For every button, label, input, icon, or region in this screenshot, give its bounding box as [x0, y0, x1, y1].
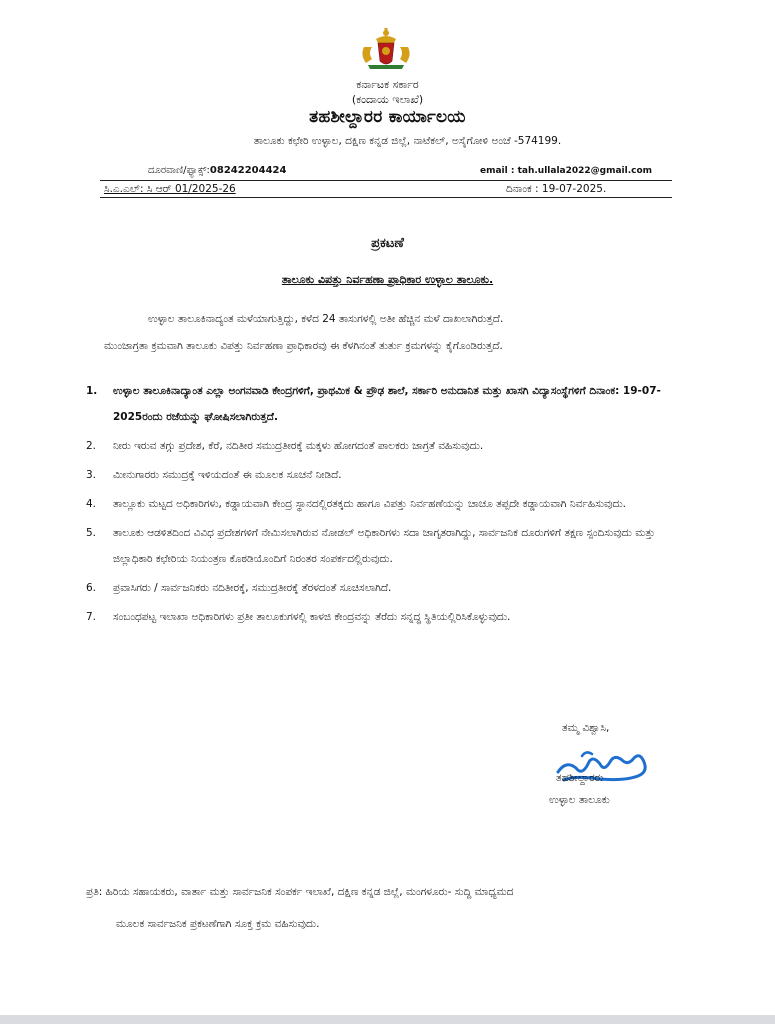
intro-line-1: ಉಳ್ಳಾಲ ತಾಲೂಕಿನಾದ್ಯಂತ ಮಳೆಯಾಗುತ್ತಿದ್ದು, ಕಳೆದ 24 ತಾಸುಗಳಲ್ಲಿ ಅತೀ ಹೆಚ್ಚಿನ ಮಳೆ ದಾಖಲಾಗಿರುತ್ತದೆ.	[148, 313, 504, 325]
list-item	[86, 491, 696, 517]
notice-subheading: ತಾಲೂಕು ವಿಪತ್ತು ನಿರ್ವಹಣಾ ಪ್ರಾಧಿಕಾರ ಉಳ್ಳಾಲ ತಾಲೂಕು.	[281, 273, 494, 286]
phone-label: ದೂರವಾಣಿ/ಫ್ಯಾಕ್ಸ್:	[148, 165, 210, 176]
copy-to-line-2: ಮೂಲಕ ಸಾರ್ವಜನಿಕ ಪ್ರಕಟಣೆಗಾಗಿ ಸೂಕ್ತ ಕ್ರಮ ವಹಿಸುವುದು.	[116, 918, 320, 930]
list-item-text: ನೀರು ಇರುವ ತಗ್ಗು ಪ್ರದೇಶ, ಕೆರೆ, ನದಿತೀರ ಸಮುದ್ರತೀರಕ್ಕೆ ಮಕ್ಕಳು ಹೋಗದಂತೆ ಪಾಲಕರು ಜಾಗ್ರತೆ ವಹಿಸುವುದು.	[113, 440, 484, 452]
copy-to-section	[86, 876, 696, 940]
intro-line-2: ಮುಂಜಾಗ್ರತಾ ಕ್ರಮವಾಗಿ ತಾಲೂಕು ವಿಪತ್ತು ನಿರ್ವಹಣಾ ಪ್ರಾಧಿಕಾರವು ಈ ಕೆಳಗಿನಂತೆ ತುರ್ತು ಕ್ರಮಗಳನ್ನು ಕೈಗೊಂಡಿರುತ್ತದೆ.	[104, 340, 503, 352]
notice-heading: ಪ್ರಕಟಣೆ	[371, 236, 404, 251]
office-title: ತಹಶೀಲ್ದಾರರ ಕಾರ್ಯಾಲಯ	[309, 107, 466, 127]
list-item-number: 6.	[86, 582, 97, 594]
email-address: email : tah.ullala2022@gmail.com	[480, 166, 653, 176]
list-item-number: 3.	[86, 469, 97, 481]
list-item-text: ಪ್ರವಾಸಿಗರು / ಸಾರ್ವಜನಿಕರು ನದಿತೀರಕ್ಕೆ, ಸಮುದ್ರತೀರಕ್ಕೆ ತೆರಳದಂತೆ ಸೂಚಿಸಲಾಗಿದೆ.	[113, 582, 392, 594]
list-item	[86, 520, 696, 572]
department-name: (ಕಂದಾಯ ಇಲಾಖೆ)	[351, 93, 424, 106]
list-item-number: 2.	[86, 440, 97, 452]
intro-paragraph	[104, 306, 692, 360]
closing-salutation: ತಮ್ಮ ವಿಶ್ವಾಸಿ,	[562, 722, 610, 734]
copy-to-line-1: ಪ್ರತಿ: ಹಿರಿಯ ಸಹಾಯಕರು, ವಾರ್ತಾ ಮತ್ತು ಸಾರ್ವಜನಿಕ ಸಂಪರ್ಕ ಇಲಾಖೆ, ದಕ್ಷಿಣ ಕನ್ನಡ ಜಿಲ್ಲೆ, ಮಂಗಳೂರು- ಸುದ್ದಿ ಮಾಧ್ಯಮದ	[86, 886, 514, 898]
list-item	[86, 433, 696, 459]
header-divider-top	[100, 180, 672, 181]
list-item-number: 5.	[86, 527, 97, 539]
signatory-place: ಉಳ್ಳಾಲ ತಾಲೂಕು	[549, 794, 610, 806]
list-item-number: 7.	[86, 611, 97, 623]
list-item-text: ತಾಲ್ಲೂಕು ಮಟ್ಟದ ಅಧಿಕಾರಿಗಳು, ಕಡ್ಡಾಯವಾಗಿ ಕೇಂದ್ರ ಸ್ಥಾನದಲ್ಲಿರತಕ್ಕದು ಹಾಗೂ ವಿಪತ್ತು ನಿರ್ವಹಣೆಯನ್ನು ಚಾಚೂ ತಪ್ಪದೇ ಕಡ್ಡಾಯವಾಗಿ ನಿರ್ವಹಿಸುವುದು.	[113, 498, 627, 510]
viewer-bottom-strip	[0, 1015, 775, 1024]
government-name: ಕರ್ನಾಟಕ ಸರ್ಕಾರ	[356, 78, 419, 91]
list-item-number: 4.	[86, 498, 97, 510]
karnataka-emblem-icon	[358, 27, 414, 71]
reference-number: ಸಿ.ಎ.ಎಲ್: ಸಿ ಆರ್ 01/2025-26	[104, 183, 236, 195]
phone-number: 08242204424	[209, 165, 287, 176]
phone-fax	[148, 165, 286, 176]
signatory-title: ತಹಶೀಲ್ದಾರರು	[556, 772, 604, 784]
list-item	[86, 604, 696, 630]
list-item-text: ಸಂಬಂಧಪಟ್ಟ ಇಲಾಖಾ ಅಧಿಕಾರಿಗಳು ಪ್ರತೀ ತಾಲೂಕುಗಳಲ್ಲಿ ಕಾಳಜಿ ಕೇಂದ್ರವನ್ನು ತೆರೆದು ಸನ್ನದ್ಧ ಸ್ಥಿತಿಯಲ್ಲಿರಿಸಿಕೊಳ್ಳುವುದು.	[113, 611, 511, 623]
notice-date: ದಿನಾಂಕ : 19-07-2025.	[506, 183, 607, 195]
office-address: ತಾಲೂಕು ಕಛೇರಿ ಉಳ್ಳಾಲ, ದಕ್ಷಿಣ ಕನ್ನಡ ಜಿಲ್ಲೆ, ನಾಟೆಕಲ್, ಅಸೈಗೋಳಿ ಅಂಚೆ -574199.	[253, 135, 562, 147]
list-item	[86, 462, 696, 488]
header-divider-bottom	[100, 197, 672, 198]
list-item-text: ತಾಲೂಕು ಆಡಳಿತದಿಂದ ವಿವಿಧ ಪ್ರದೇಶಗಳಿಗೆ ನೇಮಿಸಲಾಗಿರುವ ನೋಡಲ್ ಅಧಿಕಾರಿಗಳು ಸದಾ ಜಾಗೃತರಾಗಿದ್ದು, ಸಾರ್ವಜನಿಕ ದೂರುಗಳಿಗೆ ತಕ್ಷಣ ಸ್ಪಂದಿಸುವುದು ಮತ್ತು ಜಿಲ್ಲಾಧಿಕಾರಿ ಕಛೇರಿಯ ನಿಯಂತ್ರಣ ಕೊಠಡಿಯೊಂದಿಗೆ ನಿರಂತರ ಸಂಪರ್ಕದಲ್ಲಿರುವುದು.	[113, 527, 655, 565]
list-item-text: ಉಳ್ಳಾಲ ತಾಲೂಕಿನಾದ್ಯಾಂತ ಎಲ್ಲಾ ಅಂಗನವಾಡಿ ಕೇಂದ್ರಗಳಿಗೆ, ಪ್ರಾಥಮಿಕ & ಪ್ರೌಢ ಶಾಲೆ, ಸರ್ಕಾರಿ ಅನುದಾನಿತ ಮತ್ತು ಖಾಸಗಿ ವಿದ್ಯಾಸಂಸ್ಥೆಗಳಿಗೆ ದಿನಾಂಕ: 19-07-2025ರಂದು ರಜೆಯನ್ನು ಘೋಷಿಸಲಾಗಿರುತ್ತದೆ.	[113, 385, 661, 423]
list-item	[86, 378, 696, 430]
list-item-text: ಮೀನುಗಾರರು ಸಮುದ್ರಕ್ಕೆ ಇಳಿಯದಂತೆ ಈ ಮೂಲಕ ಸೂಚನೆ ನೀಡಿದೆ.	[113, 469, 342, 481]
action-points-list	[86, 378, 696, 633]
list-item-number: 1.	[86, 385, 98, 397]
list-item	[86, 575, 696, 601]
